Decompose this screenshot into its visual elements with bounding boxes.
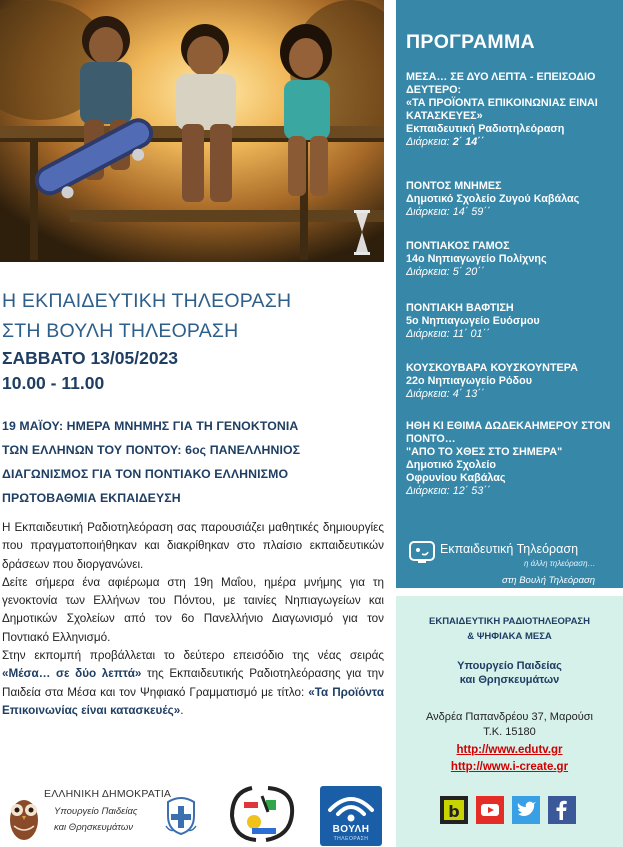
programme-item-4: ΠΟΝΤΙΑΚΗ ΒΑΦΤΙΣΗ 5ο Νηπιαγωγείο Ευόσμου Διάρκεια: 11΄ 01΄΄ bbox=[406, 302, 540, 340]
tv-icon bbox=[408, 538, 436, 566]
vouli-logo-text: ΒΟΥΛΗ bbox=[332, 824, 370, 835]
vouli-logo-subtext: ΤΗΛΕΟΡΑΣΗ bbox=[333, 836, 369, 842]
programme-item-1: ΜΕΣΑ… ΣΕ ΔΥΟ ΛΕΠΤΑ - ΕΠΕΙΣΟΔΙΟ ΔΕΥΤΕΡΟ: «ΤΑ ΠΡΟΪΟΝΤΑ ΕΠΙΚΟΙΝΩΝΙΑΣ ΕΙΝΑΙ ΚΑΤΑΣΚΕΥΕΣ» Εκπαιδευτική Ραδιοτηλεόραση Διάρκεια: 2΄ 14΄΄ bbox=[406, 71, 598, 148]
main-title-line1: Η ΕΚΠΑΙΔΕΥΤΙΚΗ ΤΗΛΕΟΡΑΣΗ bbox=[2, 290, 292, 312]
twitter-icon[interactable] bbox=[512, 796, 540, 824]
programme-item-3: ΠΟΝΤΙΑΚΟΣ ΓΑΜΟΣ 14ο Νηπιαγωγείο Πολίχνης Διάρκεια: 5΄ 20΄΄ bbox=[406, 240, 547, 278]
programme-item-2: ΠΟΝΤΟΣ ΜΝΗΜΕΣ Δημοτικό Σχολείο Ζυγού Καβάλας Διάρκεια: 14΄ 59΄΄ bbox=[406, 180, 580, 218]
logos-row bbox=[0, 778, 384, 847]
episode-title: «Τα Προϊόντα Επικοινωνίας είναι κατασκευές» bbox=[2, 685, 384, 717]
hellenic-republic-text: ΕΛΛΗΝΙΚΗ ΔΗΜΟΚΡΑΤΙΑ bbox=[44, 788, 172, 800]
broadcast-date: ΣΑΒΒΑΤΟ 13/05/2023 bbox=[2, 348, 179, 368]
children-bench-illustration bbox=[0, 0, 384, 262]
greek-seal-icon bbox=[164, 796, 198, 836]
programme-item-6: ΗΘΗ ΚΙ ΕΘΙΜΑ ΔΩΔΕΚΑΗΜΕΡΟΥ ΣΤΟΝ ΠΟΝΤΟ… "ΑΠΟ ΤΟ ΧΘΕΣ ΣΤΟ ΣΗΜΕΡΑ" Δημοτικό Σχολείο Οφρυνίου Καβάλας Διάρκεια: 12΄ 53΄΄ bbox=[406, 420, 611, 497]
vouli-wifi-icon bbox=[320, 786, 382, 826]
programme-item-5: ΚΟΥΣΚΟΥΒΑΡΑ ΚΟΥΣΚΟΥΝΤΕΡΑ 22ο Νηπιαγωγείο Ρόδου Διάρκεια: 4΄ 13΄΄ bbox=[406, 362, 578, 400]
series-title: «Μέσα… σε δύο λεπτά» bbox=[2, 667, 142, 681]
edu-tv-logo-vouli: στη Βουλή Τηλεόραση bbox=[502, 575, 595, 586]
face-logo-icon bbox=[222, 782, 302, 846]
episode-subheading bbox=[2, 414, 378, 510]
main-title bbox=[2, 286, 378, 346]
description-paragraph-2: Δείτε σήμερα ένα αφιέρωμα στη 19η Μαΐου, ημέρα μνήμης για τη γενοκτονία των Ελλήνων του Πόντου, με ταινίες Νηπιαγωγείων και Δημοτικών Σχολείων από τον 6ο Πανελλήνιο Διαγωνισμό για τον Ποντιακό Ελληνισμό. bbox=[2, 575, 384, 644]
icreate-link[interactable]: http://www.i-create.gr bbox=[450, 761, 569, 773]
description-paragraph-1: Η Εκπαιδευτική Ραδιοτηλεόραση σας παρουσιάζει μαθητικές δημιουργίες που πραγματοποιήθηκαν και διακρίθηκαν στο πλαίσιο εκπαιδευτικών δράσεων που διοργανώνει. bbox=[2, 521, 384, 571]
edu-tv-logo bbox=[406, 536, 620, 586]
broadcast-time: 10.00 - 11.00 bbox=[2, 373, 105, 393]
programme-title: ΠΡΟΓΡΑΜΜΑ bbox=[406, 31, 535, 53]
b-icon[interactable] bbox=[440, 796, 468, 824]
description bbox=[2, 519, 384, 720]
subheading-line4: ΠΡΩΤΟΒΑΘΜΙΑ ΕΚΠΑΙΔΕΥΣΗ bbox=[2, 491, 181, 505]
ministry-logo-text-2: και Θρησκευμάτων bbox=[54, 822, 133, 833]
contact-box bbox=[396, 596, 623, 847]
address: Ανδρέα Παπανδρέου 37, Μαρούσι Τ.Κ. 15180 bbox=[426, 711, 593, 738]
hero-photo bbox=[0, 0, 384, 262]
edutv-link[interactable]: http://www.edutv.gr bbox=[456, 744, 563, 756]
main-title-line2: ΣΤΗ ΒΟΥΛΗ ΤΗΛΕΟΡΑΣΗ bbox=[2, 320, 239, 342]
edu-tv-logo-tagline: η άλλη τηλεόραση… bbox=[524, 559, 596, 568]
organization-name: ΕΚΠΑΙΔΕΥΤΙΚΗ ΡΑΔΙΟΤΗΛΕΟΡΑΣΗ & ΨΗΦΙΑΚΑ ΜΕΣΑ bbox=[429, 616, 590, 642]
edu-tv-logo-name: Εκπαιδευτική Τηλεόραση bbox=[440, 542, 579, 556]
youtube-icon[interactable] bbox=[476, 796, 504, 824]
subheading-line1: 19 ΜΑΪΟΥ: ΗΜΕΡΑ ΜΝΗΜΗΣ ΓΙΑ ΤΗ ΓΕΝΟΚΤΟΝΙΑ bbox=[2, 419, 299, 433]
social-icons bbox=[440, 796, 580, 826]
subheading-line3: ΔΙΑΓΩΝΙΣΜΟΣ ΓΙΑ ΤΟΝ ΠΟΝΤΙΑΚΟ ΕΛΛΗΝΙΣΜΟ bbox=[2, 467, 289, 481]
ministry-name: Υπουργείο Παιδείας και Θρησκευμάτων bbox=[457, 660, 562, 686]
ministry-logo-text-1: Υπουργείο Παιδείας bbox=[54, 806, 138, 817]
svg-text:b: b bbox=[448, 802, 460, 821]
facebook-icon[interactable] bbox=[548, 796, 576, 824]
programme-sidebar bbox=[396, 0, 623, 588]
vouli-tv-logo bbox=[320, 786, 382, 846]
owl-icon bbox=[6, 790, 42, 842]
description-paragraph-3: Στην εκπομπή προβάλλεται το δεύτερο επεισόδιο της νέας σειράς «Μέσα… σε δύο λεπτά» της Εκπαιδευτικής Ραδιοτηλεόρασης για την Παιδεία στα Μέσα και τον Ψηφιακό Γραμματισμό με τίτλο: «Τα Προϊόντα Επικοινωνίας είναι κατασκευές». bbox=[2, 649, 384, 717]
hellenic-republic-logo bbox=[6, 786, 172, 844]
subheading-line2: ΤΩΝ ΕΛΛΗΝΩΝ ΤΟΥ ΠΟΝΤΟΥ: 6ος ΠΑΝΕΛΛΗΝΙΟΣ bbox=[2, 443, 301, 457]
